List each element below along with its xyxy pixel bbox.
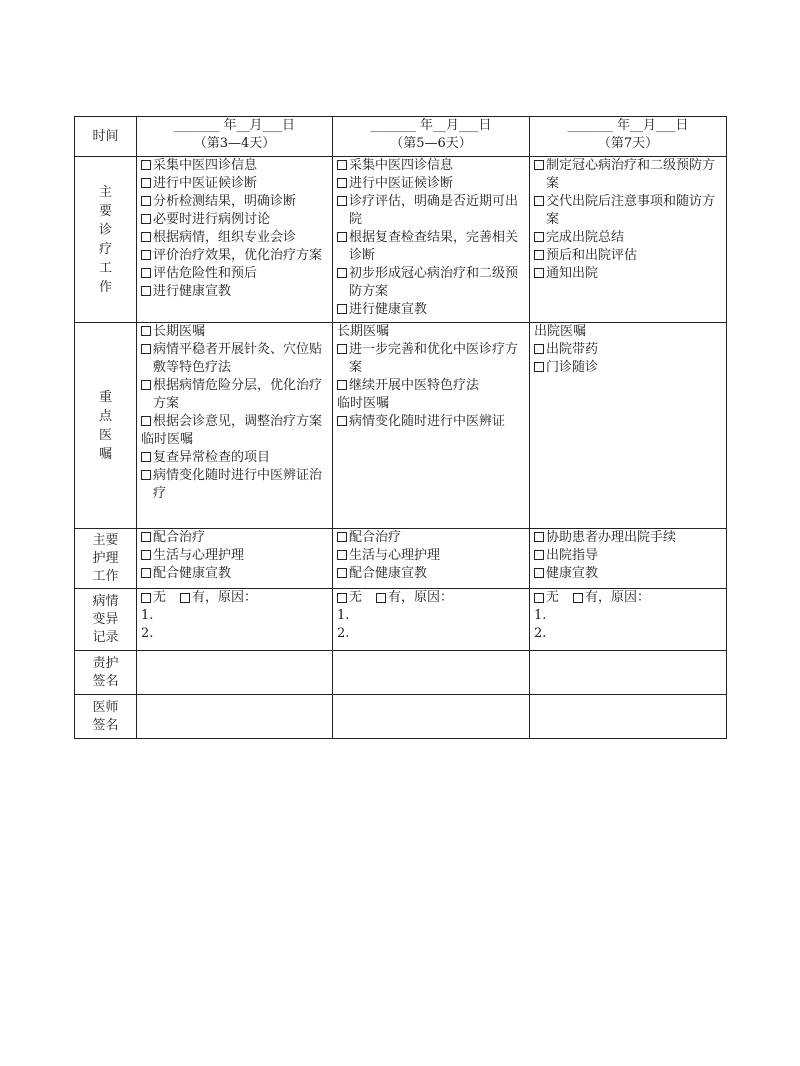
date-blank: _______ 年__月___日 [173,118,296,133]
time-row [75,117,727,157]
checklist-item-label: 生活与心理护理 [153,548,245,563]
checklist-item[interactable] [141,193,328,211]
checklist-item-label: 采集中医四诊信息 [153,158,258,173]
checkbox[interactable] [337,593,347,603]
checkbox[interactable] [141,344,151,354]
checklist-item[interactable] [141,175,328,193]
checklist-item-label: 必要时进行病例讨论 [153,212,271,227]
checklist-item-label: 评估危险性和预后 [153,266,258,281]
checkbox[interactable] [534,232,544,242]
time-label-cell [75,117,137,157]
orders-cell [530,323,727,529]
variance-reason-1: 1. [337,608,350,623]
clinical-pathway-table [74,116,727,739]
checklist-item[interactable] [534,565,722,583]
checklist-item[interactable] [337,413,525,431]
nurse-signature-field[interactable] [333,651,530,695]
main-work-cell [137,157,333,323]
date-blank: _______ 年__月___日 [567,118,689,133]
checkbox[interactable] [534,250,544,260]
checklist-item-label: 出院指导 [546,548,599,563]
checkbox[interactable] [141,452,151,462]
order-category-heading: 出院医嘱 [534,324,587,339]
checklist-item-label: 配合治疗 [153,530,206,545]
checkbox[interactable] [141,532,151,542]
variance-no-option[interactable] [141,589,166,607]
order-category-heading: 临时医嘱 [337,396,390,411]
checklist-item-label: 继续开展中医特色疗法 [349,378,480,393]
orders-label-cell [75,323,137,529]
main-work-label: 主要诊疗工作 [98,184,112,295]
variance-yes-option[interactable] [376,589,453,607]
checklist-item[interactable] [141,211,328,229]
checkbox[interactable] [141,550,151,560]
checklist-item[interactable] [141,413,328,431]
checklist-item[interactable] [337,157,525,175]
checklist-item-label: 健康宣教 [546,566,599,581]
checklist-item-label: 生活与心理护理 [349,548,441,563]
checklist-item[interactable] [141,341,328,377]
date-blank: _______ 年__月___日 [370,118,492,133]
checklist-item[interactable] [141,449,328,467]
checklist-item-label: 复查异常检查的项目 [153,450,271,465]
doctor-sign-row [75,695,727,739]
checklist-item-label: 病情变化随时进行中医辨证 [349,414,506,429]
checklist-item[interactable] [337,301,525,319]
orders-label: 重点医嘱 [98,389,112,462]
checkbox[interactable] [337,568,347,578]
checklist-item[interactable] [141,547,328,565]
checklist-item[interactable] [337,565,525,583]
variance-yes-option[interactable] [573,589,650,607]
nursing-label: 主要护理工作 [92,532,119,584]
checkbox[interactable] [141,160,151,170]
checkbox[interactable] [141,214,151,224]
checkbox[interactable] [337,304,347,314]
checklist-item-label: 进行健康宣教 [349,302,428,317]
checklist-item[interactable] [141,565,328,583]
checkbox[interactable] [141,196,151,206]
checklist-item-label: 评价治疗效果，优化治疗方案 [153,248,323,263]
checklist-item[interactable] [141,467,328,503]
checklist-item[interactable] [534,341,722,359]
checklist-item[interactable] [141,283,328,301]
checklist-item[interactable] [534,193,722,229]
checkbox[interactable] [534,532,544,542]
checklist-item[interactable] [337,529,525,547]
day-range: （第3—4天） [193,136,276,151]
checklist-item[interactable] [141,229,328,247]
checklist-item-label: 通知出院 [546,266,599,281]
variance-no-option[interactable] [337,589,362,607]
checkbox[interactable] [337,416,347,426]
checklist-item[interactable] [337,341,525,377]
nurse-sign-label: 责护签名 [92,655,119,689]
nurse-sign-row [75,651,727,695]
checkbox[interactable] [337,550,347,560]
checklist-item-label: 根据病情危险分层，优化治疗方案 [153,378,323,411]
checkbox[interactable] [337,232,347,242]
checkbox[interactable] [141,593,151,603]
checklist-item[interactable] [141,529,328,547]
variance-reason-1: 1. [534,608,547,623]
time-label: 时间 [92,128,119,144]
checkbox[interactable] [534,344,544,354]
checklist-item[interactable] [141,247,328,265]
checklist-item-label: 根据会诊意见，调整治疗方案 [153,414,323,429]
variance-cell [333,589,530,651]
checkbox[interactable] [141,416,151,426]
checklist-item-label: 出院带药 [546,342,599,357]
main-work-cell [333,157,530,323]
doctor-sign-label-cell [75,695,137,739]
main-work-row [75,157,727,323]
variance-no-label: 无 [349,590,363,605]
checkbox[interactable] [337,532,347,542]
order-category-heading: 临时医嘱 [141,432,194,447]
variance-reason-2: 2. [337,626,350,641]
checklist-item-label: 配合健康宣教 [153,566,232,581]
nursing-cell [333,529,530,589]
variance-reason-2: 2. [534,626,547,641]
variance-no-label: 无 [546,590,560,605]
checklist-item-label: 配合治疗 [349,530,402,545]
checklist-item-label: 协助患者办理出院手续 [546,530,677,545]
checklist-item[interactable] [337,265,525,301]
checklist-item[interactable] [337,547,525,565]
checkbox[interactable] [141,568,151,578]
main-work-label-cell [75,157,137,323]
checklist-item-label: 进一步完善和优化中医诊疗方案 [349,342,519,375]
day-range: （第7天） [597,136,659,151]
checklist-item-label: 病情平稳者开展针灸、穴位贴敷等特色疗法 [153,342,323,375]
variance-options [534,589,722,607]
checkbox[interactable] [534,593,544,603]
checkbox[interactable] [141,268,151,278]
checklist-item-label: 进行中医证候诊断 [153,176,258,191]
checkbox[interactable] [337,178,347,188]
nurse-sign-label-cell [75,651,137,695]
doctor-sign-label: 医师签名 [92,699,119,733]
order-category-heading: 长期医嘱 [337,324,390,339]
checklist-item[interactable] [337,175,525,193]
checklist-item[interactable] [337,377,525,395]
checkbox[interactable] [376,593,386,603]
checklist-item-label: 诊疗评估，明确是否近期可出院 [349,194,519,227]
variance-no-label: 无 [153,590,167,605]
orders-cell [333,323,530,529]
variance-yes-label: 有，原因： [388,590,454,605]
checkbox[interactable] [534,550,544,560]
checkbox[interactable] [180,593,190,603]
checklist-item[interactable] [337,229,525,265]
main-work-cell [530,157,727,323]
checkbox[interactable] [141,250,151,260]
variance-yes-option[interactable] [180,589,257,607]
checklist-item[interactable] [141,157,328,175]
checklist-item[interactable] [534,265,722,283]
checkbox[interactable] [573,593,583,603]
checklist-item-label: 完成出院总结 [546,230,625,245]
checkbox[interactable] [534,160,544,170]
checkbox[interactable] [141,178,151,188]
variance-row [75,589,727,651]
checklist-item-label: 根据病情，组织专业会诊 [153,230,297,245]
checkbox[interactable] [141,470,151,480]
checklist-item-label: 制定冠心病治疗和二级预防方案 [546,158,716,191]
nurse-signature-field[interactable] [137,651,333,695]
checkbox[interactable] [141,380,151,390]
nursing-row [75,529,727,589]
variance-cell [137,589,333,651]
checklist-item-label: 根据复查检查结果，完善相关诊断 [349,230,519,263]
checklist-item-label: 长期医嘱 [153,324,206,339]
nursing-label-cell [75,529,137,589]
checklist-item-label: 分析检测结果，明确诊断 [153,194,297,209]
checkbox[interactable] [534,362,544,372]
nurse-signature-field[interactable] [530,651,727,695]
checklist-item[interactable] [141,265,328,283]
nursing-cell [530,529,727,589]
checklist-item-label: 进行中医证候诊断 [349,176,454,191]
nursing-cell [137,529,333,589]
checklist-item-label: 交代出院后注意事项和随访方案 [546,194,716,227]
doctor-signature-field[interactable] [137,695,333,739]
variance-yes-label: 有，原因： [585,590,651,605]
day-range: （第5—6天） [390,136,472,151]
checklist-item-label: 门诊随诊 [546,360,599,375]
variance-no-option[interactable] [534,589,559,607]
checklist-item[interactable] [141,323,328,341]
checklist-item[interactable] [141,377,328,413]
variance-options [141,589,328,607]
checklist-item[interactable] [337,193,525,229]
checklist-item[interactable] [534,529,722,547]
checkbox[interactable] [337,160,347,170]
checklist-item-label: 病情变化随时进行中医辨证治疗 [153,468,323,501]
checkbox[interactable] [337,268,347,278]
checkbox[interactable] [337,196,347,206]
day-header-cell [137,117,333,157]
checklist-item[interactable] [534,547,722,565]
variance-reason-2: 2. [141,626,154,641]
checklist-item-label: 采集中医四诊信息 [349,158,454,173]
checkbox[interactable] [337,344,347,354]
day-header-cell [333,117,530,157]
checkbox[interactable] [141,286,151,296]
checkbox[interactable] [141,232,151,242]
checkbox[interactable] [534,568,544,578]
orders-cell [137,323,333,529]
checklist-item-label: 配合健康宣教 [349,566,428,581]
variance-options [337,589,525,607]
checkbox[interactable] [337,380,347,390]
checklist-item[interactable] [534,247,722,265]
checklist-item[interactable] [534,229,722,247]
checklist-item-label: 初步形成冠心病治疗和二级预防方案 [349,266,519,299]
checkbox[interactable] [534,196,544,206]
variance-label: 病情变异记录 [92,593,119,645]
day-header-cell [530,117,727,157]
variance-reason-1: 1. [141,608,154,623]
checklist-item[interactable] [534,157,722,193]
variance-yes-label: 有，原因： [192,590,258,605]
checklist-item[interactable] [534,359,722,377]
doctor-signature-field[interactable] [333,695,530,739]
orders-row [75,323,727,529]
variance-cell [530,589,727,651]
checkbox[interactable] [534,268,544,278]
checklist-item-label: 预后和出院评估 [546,248,638,263]
checkbox[interactable] [141,326,151,336]
doctor-signature-field[interactable] [530,695,727,739]
checklist-item-label: 进行健康宣教 [153,284,232,299]
variance-label-cell [75,589,137,651]
